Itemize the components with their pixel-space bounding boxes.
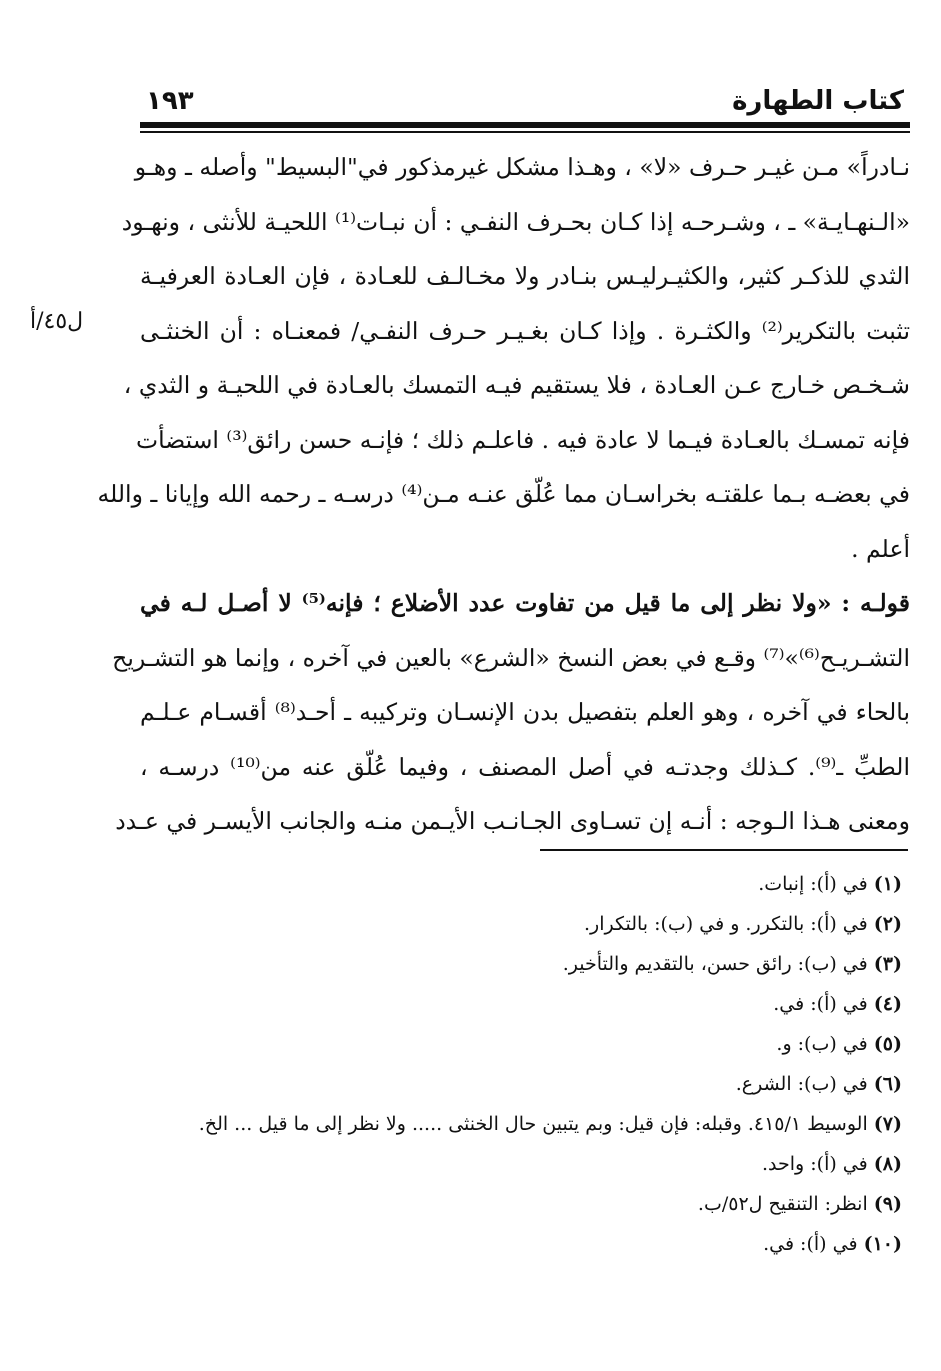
page-header — [140, 80, 910, 120]
text-line: ومعنى هـذا الـوجه : أنـه إن تسـاوى الجـانـب الأيـمن منـه والجانب الأيسـر في عـدد — [115, 807, 910, 835]
footnote-text: في (أ): بالتكرر. و في (ب): بالتكرار. — [584, 913, 868, 935]
text-line: نـادراً» مـن غيـر حـرف «لا» ، وهـذا مشكل غيرمذكور في"البسيط" وأصله ـ وهـو — [134, 153, 910, 181]
manuscript-folio-marker: ل٤٥/أ — [30, 309, 84, 334]
footnote-text: في (ب): الشرع. — [735, 1073, 868, 1095]
footnote-number: (٨) — [873, 1153, 902, 1175]
footnote-number: (٤) — [873, 993, 902, 1015]
text-line: في بعضـه بـما علقتـه بخراسـان مما عُلّق عنـه مـن⁽⁴⁾ درسـه ـ رحمه الله وإيانا ـ والله — [97, 480, 910, 508]
footnote — [140, 1144, 902, 1184]
page-number: ١٩٣ — [146, 86, 194, 116]
footnote-text: في (أ): في. — [763, 1233, 858, 1255]
text-line: «الـنهـايـة» ـ ، وشـرحـه إذا كـان بحـرف النفـي : أن نبـات⁽¹⁾ اللحيـة للأنثى ، ونهـود — [121, 207, 910, 236]
text-line: فإنه تمسـك بالعـادة فيـما لا عادة فيه . فاعلـم ذلك ؛ فإنـه حسن رائق⁽³⁾ استضأت — [135, 425, 910, 454]
text-line: أعلم . — [851, 534, 910, 563]
text-line: بالحاء في آخره ، وهو العلم بتفصيل بدن الإنسـان وتركيبه ـ أحـد⁽⁸⁾ أقسـام عـلـم — [140, 698, 910, 726]
footnote — [140, 1184, 902, 1224]
footnote-number: (٥) — [873, 1033, 902, 1055]
footnote-text: في (أ): واحد. — [762, 1153, 868, 1175]
book-title: كتاب الطهارة — [732, 86, 904, 116]
header-rule-thin — [140, 131, 910, 133]
text-line: تثبت بالتكرير⁽²⁾ والكثـرة . وإذا كـان بغـيـر حـرف النفـي/ فمعنـاه : أن الخنثـى — [140, 316, 910, 345]
quoted-heading-line: قولـه : «ولا نظر إلى ما قيل من تفاوت عدد الأضلاع ؛ فإنه⁽⁵⁾ لا أصـل لـه في — [140, 589, 910, 617]
footnote-text: في (أ): في. — [773, 993, 868, 1015]
footnote-number: (٢) — [873, 913, 902, 935]
text-line: الثدي للذكـر كثير، والكثيـرليـس بنـادر ولا مخـالـف للعـادة ، فإن العـادة العرفيـة — [140, 262, 910, 290]
text-line: التشـريـح⁽⁶⁾»⁽⁷⁾ وقـع في بعض النسخ «الشرع» بالعين في آخره ، وإنما هو التشـريح — [112, 643, 910, 672]
footnote-number: (١) — [873, 873, 902, 895]
footnote — [140, 904, 902, 944]
footnote-text: في (أ): إنبات. — [758, 873, 868, 895]
text-line: شـخـص خـارج عـن العـادة ، فلا يستقيم فيـه التمسك بالعـادة في اللحيـة و الثدي ، — [123, 371, 910, 399]
footnote — [140, 1064, 902, 1104]
header-rule-thick — [140, 122, 910, 128]
footnote-text: الوسيط ٤١٥/١. وقبله: فإن قيل: وبم يتبين حال الخنثى ..... ولا نظر إلى ما قيل ... الخ. — [198, 1113, 868, 1135]
footnote — [140, 944, 902, 984]
footnote — [140, 984, 902, 1024]
footnote — [140, 1104, 902, 1144]
footnote-text: انظر: التنقيح ل٥٢/ب. — [697, 1193, 868, 1215]
footnote — [140, 1224, 902, 1264]
footnote-number: (٩) — [873, 1193, 902, 1215]
footnotes — [140, 864, 902, 1264]
footnote — [140, 1024, 902, 1064]
footnote-number: (١٠) — [863, 1233, 902, 1255]
footnote-text: في (ب): رائق حسن، بالتقديم والتأخير. — [562, 953, 868, 975]
text-line: الطبِّ ـ⁽⁹⁾. كـذلك وجدتـه في أصل المصنف ، وفيما عُلّق عنه من⁽¹⁰⁾ درسـه ، — [140, 752, 910, 781]
footnote-number: (٣) — [873, 953, 902, 975]
footnote-number: (٦) — [873, 1073, 902, 1095]
footnote-separator — [540, 849, 908, 851]
body-text — [97, 140, 910, 849]
footnote — [140, 864, 902, 904]
footnote-number: (٧) — [873, 1113, 902, 1135]
footnote-text: في (ب): و. — [776, 1033, 868, 1055]
